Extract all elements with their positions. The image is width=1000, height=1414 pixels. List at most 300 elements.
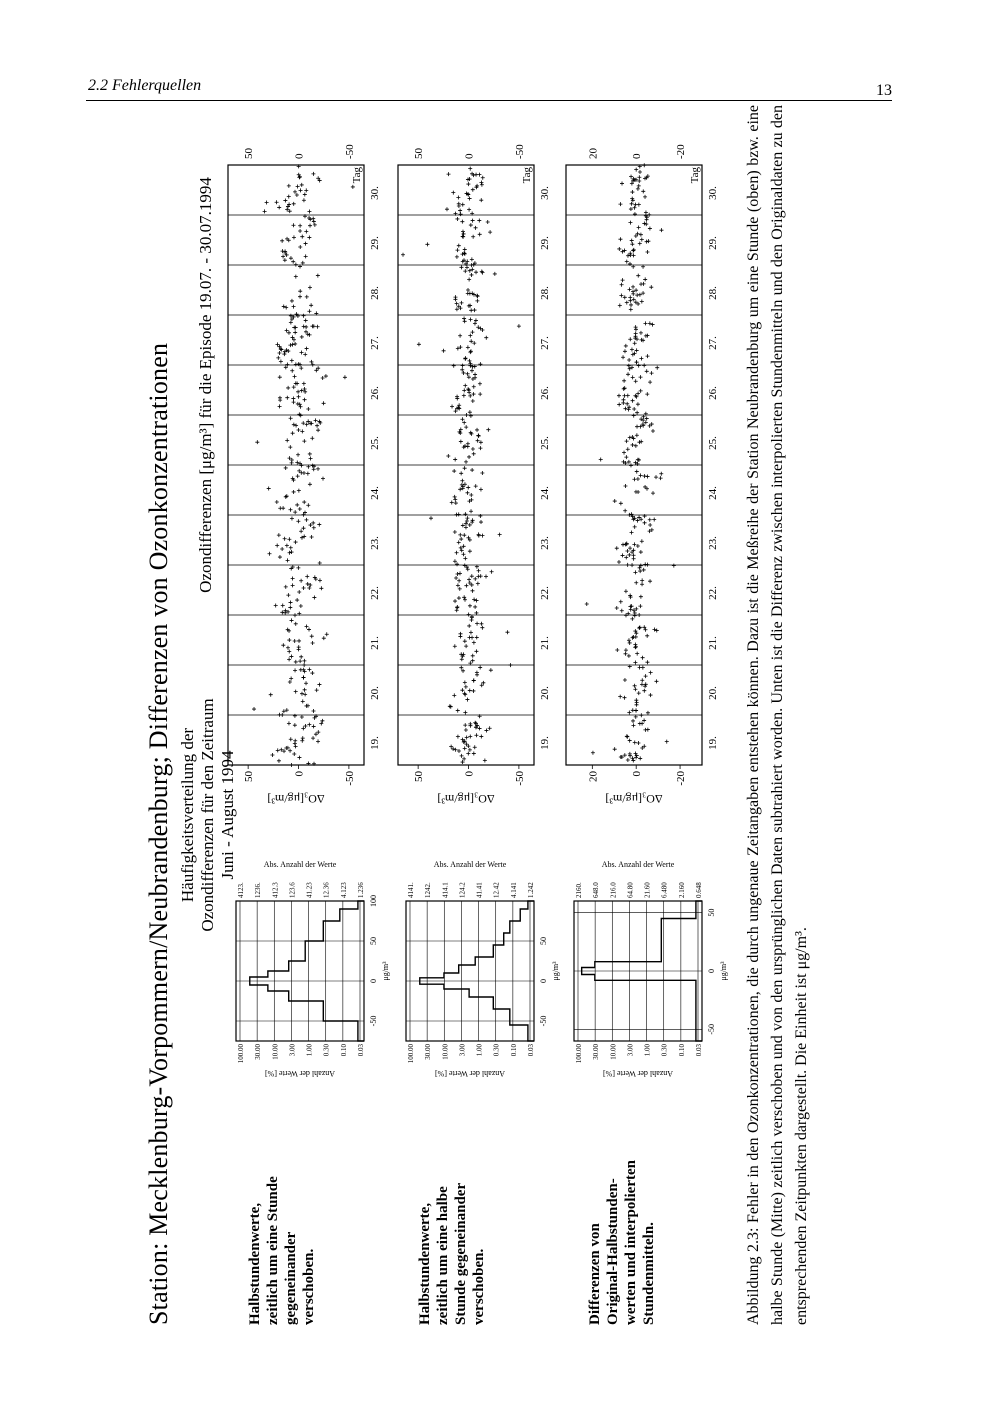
timeseries-point [640, 582, 644, 586]
timeseries-point [463, 681, 467, 685]
timeseries-point [620, 283, 624, 287]
timeseries-point [634, 631, 638, 635]
timeseries-ytick-left: 50 [413, 771, 426, 782]
timeseries-point [462, 394, 466, 398]
histogram-ytick-pct: 3.00 [626, 1044, 635, 1057]
timeseries-point [450, 404, 454, 408]
timeseries-point [300, 692, 304, 696]
timeseries-point [302, 500, 306, 504]
timeseries-point [469, 223, 473, 227]
timeseries-point [640, 238, 644, 242]
timeseries-point [308, 286, 312, 290]
timeseries-point [633, 614, 637, 618]
timeseries-point [290, 517, 294, 521]
timeseries-point [288, 749, 292, 753]
timeseries-point [296, 519, 300, 523]
timeseries-point [651, 429, 655, 433]
histogram-ytick-abs: 2.160 [677, 882, 686, 898]
timeseries-ytick-right: 0 [293, 153, 306, 159]
timeseries-point [294, 275, 298, 279]
histogram-ytick-pct: 100.00 [407, 1044, 415, 1064]
timeseries-xtick: 26. [539, 386, 551, 400]
timeseries-point [636, 741, 640, 745]
histogram-ytick-pct: 10.00 [271, 1044, 280, 1060]
timeseries-point [672, 564, 676, 568]
timeseries-point [620, 182, 624, 186]
timeseries-point [293, 723, 297, 727]
timeseries-point [289, 763, 293, 767]
timeseries-point [282, 352, 286, 356]
timeseries-point [469, 493, 473, 497]
timeseries-point [617, 247, 621, 251]
timeseries-point [449, 705, 453, 709]
histogram-xlabel: μg/m³ [551, 961, 560, 981]
timeseries-ytick-left: -20 [675, 771, 688, 786]
timeseries-point [648, 380, 652, 384]
timeseries-point [626, 563, 630, 567]
timeseries-point [625, 260, 629, 264]
timeseries-point [466, 182, 470, 186]
timeseries-point [509, 663, 513, 667]
timeseries-point [463, 466, 467, 470]
timeseries-point [289, 320, 293, 324]
timeseries-point [297, 489, 301, 493]
timeseries-point [480, 626, 484, 630]
timeseries-point [632, 407, 636, 411]
timeseries-xtick: 28. [707, 286, 719, 300]
timeseries-point [635, 360, 639, 364]
timeseries-point [298, 295, 302, 299]
row-label-line: Stunde gegeneinander [453, 1182, 469, 1325]
timeseries-point [639, 389, 643, 393]
timeseries-point [630, 190, 634, 194]
timeseries-point [453, 559, 457, 563]
timeseries-point [311, 217, 315, 221]
timeseries-point [469, 318, 473, 322]
timeseries-point [298, 402, 302, 406]
timeseries-point [455, 307, 459, 311]
timeseries-point [648, 579, 652, 583]
timeseries-point [300, 429, 304, 433]
timeseries-point [300, 715, 304, 719]
timeseries-point [298, 659, 302, 663]
timeseries-point [301, 421, 305, 425]
timeseries-point [459, 440, 463, 444]
timeseries-point [631, 723, 635, 727]
timeseries-point [304, 724, 308, 728]
timeseries-xtick: 27. [539, 336, 551, 350]
timeseries-point [475, 635, 479, 639]
timeseries-point [631, 759, 635, 763]
timeseries-point [455, 608, 459, 612]
timeseries-point [478, 665, 482, 669]
timeseries-point [310, 535, 314, 539]
timeseries-point [283, 258, 287, 262]
timeseries-point [293, 613, 297, 617]
timeseries-point [633, 341, 637, 345]
timeseries-point [631, 292, 635, 296]
timeseries-point [615, 648, 619, 652]
timeseries-point [287, 184, 291, 188]
timeseries-point [470, 330, 474, 334]
histogram-xtick: -50 [369, 1015, 378, 1027]
timeseries-point [308, 523, 312, 527]
histogram-ytick-abs: 12.36 [322, 882, 331, 898]
timeseries-xtick: 24. [539, 486, 551, 500]
timeseries-point [305, 295, 309, 299]
timeseries-point [621, 553, 625, 557]
timeseries-point [643, 521, 647, 525]
timeseries-xtick: 25. [369, 436, 381, 450]
timeseries-point [591, 751, 595, 755]
timeseries-point [456, 195, 460, 199]
timeseries-point [289, 677, 293, 681]
timeseries-point [442, 349, 446, 353]
histogram-xlabel: μg/m³ [719, 961, 728, 981]
timeseries-point [639, 550, 643, 554]
timeseries-point [276, 356, 280, 360]
timeseries-point [649, 285, 653, 289]
timeseries-point [314, 368, 318, 372]
timeseries-point [498, 533, 502, 537]
timeseries-point [643, 684, 647, 688]
timeseries-xtick: 21. [539, 636, 551, 650]
timeseries-point [634, 379, 638, 383]
timeseries-point [351, 185, 355, 189]
timeseries-point [317, 523, 321, 527]
timeseries-point [298, 229, 302, 233]
timeseries-point [633, 687, 637, 691]
timeseries-point [643, 277, 647, 281]
timeseries-point [311, 736, 315, 740]
timeseries-point [468, 334, 472, 338]
histogram-ytick-abs: 64.80 [626, 882, 635, 898]
timeseries-point [275, 543, 279, 547]
timeseries-point [318, 578, 322, 582]
timeseries-point [477, 569, 481, 573]
timeseries-point [626, 254, 630, 258]
timeseries-point [451, 191, 455, 195]
timeseries-point [634, 444, 638, 448]
timeseries-point [621, 355, 625, 359]
timeseries-point [642, 568, 646, 572]
timeseries-point [474, 611, 478, 615]
timeseries-point [484, 336, 488, 340]
timeseries-point [475, 622, 479, 626]
timeseries-point [286, 593, 290, 597]
timeseries-point [652, 518, 656, 522]
timeseries-point [636, 274, 640, 278]
timeseries-point [634, 168, 638, 172]
histogram-xtick: -50 [539, 1015, 548, 1027]
timeseries-point [618, 303, 622, 307]
timeseries-point [302, 471, 306, 475]
timeseries-point [459, 632, 463, 636]
timeseries-point [623, 349, 627, 353]
timeseries-point [290, 359, 294, 363]
timeseries-point [450, 501, 454, 505]
timeseries-point [468, 661, 472, 665]
row-label-line: verschoben. [471, 1248, 487, 1325]
timeseries-point [304, 254, 308, 258]
timeseries-point [297, 590, 301, 594]
timeseries-point [628, 253, 632, 257]
timeseries-point [302, 198, 306, 202]
histogram-ytick-pct: 30.00 [424, 1044, 433, 1060]
timeseries-point [464, 584, 468, 588]
timeseries-point [464, 644, 468, 648]
timeseries-point [478, 232, 482, 236]
timeseries-point [637, 626, 641, 630]
timeseries-point [635, 348, 639, 352]
timeseries-point [305, 625, 309, 629]
timeseries-xtick: 24. [369, 486, 381, 500]
timeseries-point [293, 510, 297, 514]
timeseries-point [484, 574, 488, 578]
timeseries-point [461, 230, 465, 234]
timeseries-xtick: 25. [707, 436, 719, 450]
timeseries-point [293, 330, 297, 334]
timeseries-point [624, 589, 628, 593]
timeseries-point [291, 583, 295, 587]
timeseries-point [316, 467, 320, 471]
timeseries-point [464, 413, 468, 417]
timeseries-point [280, 713, 284, 717]
timeseries-point [640, 578, 644, 582]
timeseries-point [480, 534, 484, 538]
timeseries-point [631, 285, 635, 289]
timeseries-point [461, 652, 465, 656]
timeseries-point [473, 308, 477, 312]
timeseries-point [289, 416, 293, 420]
timeseries-point [463, 639, 467, 643]
timeseries-point [468, 604, 472, 608]
figure-charts [86, 105, 736, 1325]
timeseries-point [463, 556, 467, 560]
timeseries-point [285, 544, 289, 548]
timeseries-point [631, 635, 635, 639]
timeseries-point [316, 366, 320, 370]
timeseries-point [470, 520, 474, 524]
timeseries-point [309, 303, 313, 307]
histogram-ytick-abs: 4123. [237, 882, 245, 898]
timeseries-point [285, 396, 289, 400]
timeseries-point [325, 632, 329, 636]
timeseries-point [457, 579, 461, 583]
timeseries-point [636, 402, 640, 406]
timeseries-point [289, 546, 293, 550]
timeseries-point [644, 674, 648, 678]
timeseries-point [631, 719, 635, 723]
timeseries-point [460, 657, 464, 661]
timeseries-point [459, 265, 463, 269]
timeseries-point [639, 417, 643, 421]
timeseries-point [464, 525, 468, 529]
timeseries-point [294, 263, 298, 267]
histogram-xtick: 0 [707, 969, 716, 973]
timeseries-point [471, 447, 475, 451]
timeseries-point [623, 509, 627, 513]
timeseries-ylabel: ΔO₃[μg/m³] [267, 792, 325, 806]
row-label-line: Differenzen von [587, 1223, 603, 1325]
timeseries-point [287, 721, 291, 725]
timeseries-point [463, 723, 467, 727]
timeseries-point [626, 394, 630, 398]
histogram-ytick-abs: 123.6 [288, 882, 297, 898]
timeseries-point [463, 269, 467, 273]
timeseries-point [291, 396, 295, 400]
timeseries-point [316, 428, 320, 432]
timeseries-point [460, 220, 464, 224]
timeseries-point [305, 574, 309, 578]
timeseries-point [479, 180, 483, 184]
timeseries-xtick: 23. [539, 536, 551, 550]
timeseries-point [642, 689, 646, 693]
timeseries-point [630, 617, 634, 621]
timeseries-point [629, 207, 633, 211]
timeseries-point [308, 482, 312, 486]
timeseries-point [458, 533, 462, 537]
histogram-xtick: 0 [369, 979, 378, 983]
timeseries-point [480, 183, 484, 187]
timeseries-point [650, 371, 654, 375]
timeseries-point [465, 736, 469, 740]
histogram-ytick-pct: 3.00 [458, 1044, 467, 1057]
timeseries-point [286, 558, 290, 562]
timeseries-point [633, 684, 637, 688]
timeseries-point [454, 576, 458, 580]
timeseries-point [478, 514, 482, 518]
timeseries-point [292, 202, 296, 206]
timeseries-point [309, 457, 313, 461]
timeseries-point [469, 339, 473, 343]
timeseries-point [632, 542, 636, 546]
timeseries-point [302, 659, 306, 663]
timeseries-point [304, 681, 308, 685]
timeseries-point [456, 735, 460, 739]
timeseries-point [292, 490, 296, 494]
timeseries-point [300, 739, 304, 743]
timeseries-point [300, 183, 304, 187]
timeseries-point [646, 711, 650, 715]
timeseries-point [307, 309, 311, 313]
timeseries-point [468, 581, 472, 585]
timeseries-point [463, 247, 467, 251]
timeseries-xtick: 24. [707, 486, 719, 500]
timeseries-ytick-right: 50 [413, 148, 426, 159]
timeseries-point [461, 203, 465, 207]
timeseries-point [280, 547, 284, 551]
timeseries-xtick: 23. [369, 536, 381, 550]
timeseries-point [631, 249, 635, 253]
timeseries-point [294, 660, 298, 664]
timeseries-point [307, 668, 311, 672]
timeseries-point [289, 655, 293, 659]
timeseries-xtick: 20. [707, 686, 719, 700]
timeseries-point [636, 187, 640, 191]
timeseries-point [463, 512, 467, 516]
timeseries-point [634, 581, 638, 585]
timeseries-point [630, 242, 634, 246]
timeseries-xtick: 25. [539, 436, 551, 450]
timeseries-point [630, 239, 634, 243]
timeseries-point [457, 540, 461, 544]
histogram-ytick-abs: 21.60 [643, 882, 652, 898]
timeseries-point [311, 641, 315, 645]
timeseries-point [461, 234, 465, 238]
timeseries-point [625, 549, 629, 553]
timeseries-point [312, 596, 316, 600]
timeseries-point [292, 400, 296, 404]
timeseries-point [465, 519, 469, 523]
timeseries-point [468, 291, 472, 295]
timeseries-point [453, 530, 457, 534]
row-label-line: werten und interpolierten [623, 1160, 639, 1325]
timeseries-ytick-left: -50 [343, 771, 356, 786]
timeseries-point [630, 756, 634, 760]
timeseries-point [477, 218, 481, 222]
timeseries-point [282, 305, 286, 309]
timeseries-point [458, 209, 462, 213]
timeseries-point [312, 709, 316, 713]
timeseries-point [640, 678, 644, 682]
timeseries-point [453, 458, 457, 462]
timeseries-point [643, 195, 647, 199]
timeseries-point [480, 471, 484, 475]
timeseries-point [322, 636, 326, 640]
timeseries-point [458, 587, 462, 591]
timeseries-xtick: 29. [369, 236, 381, 250]
timeseries-point [464, 460, 468, 464]
timeseries-point [293, 739, 297, 743]
timeseries-xtick: 19. [369, 736, 381, 750]
timeseries-point [298, 245, 302, 249]
timeseries-point [278, 398, 282, 402]
timeseries-point [283, 198, 287, 202]
timeseries-point [484, 729, 488, 733]
timeseries-point [468, 167, 472, 171]
histogram-ytick-pct: 100.00 [237, 1044, 245, 1064]
row-label-line: Original-Halbstunden- [605, 1178, 621, 1325]
timeseries-xtick: 19. [707, 736, 719, 750]
timeseries-point [628, 546, 632, 550]
timeseries-point [299, 604, 303, 608]
timeseries-point [315, 424, 319, 428]
timeseries-point [267, 552, 271, 556]
row-label-line: Halbstundenwerte, [247, 1202, 263, 1325]
timeseries-point [299, 529, 303, 533]
timeseries-point [639, 331, 643, 335]
timeseries-point [301, 261, 305, 265]
timeseries-point [274, 604, 278, 608]
timeseries-point [625, 402, 629, 406]
histogram-ytick-abs: 648.0 [592, 882, 601, 898]
timeseries-point [628, 221, 632, 225]
timeseries-point [635, 411, 639, 415]
timeseries-point [304, 518, 308, 522]
timeseries-point [467, 390, 471, 394]
timeseries-point [627, 553, 631, 557]
timeseries-point [255, 440, 259, 444]
timeseries-point [635, 701, 639, 705]
timeseries-point [453, 495, 457, 499]
timeseries-point [287, 650, 291, 654]
timeseries-point [648, 226, 652, 230]
timeseries-point [599, 458, 603, 462]
timeseries-point [452, 693, 456, 697]
timeseries-point [631, 399, 635, 403]
timeseries-point [638, 666, 642, 670]
